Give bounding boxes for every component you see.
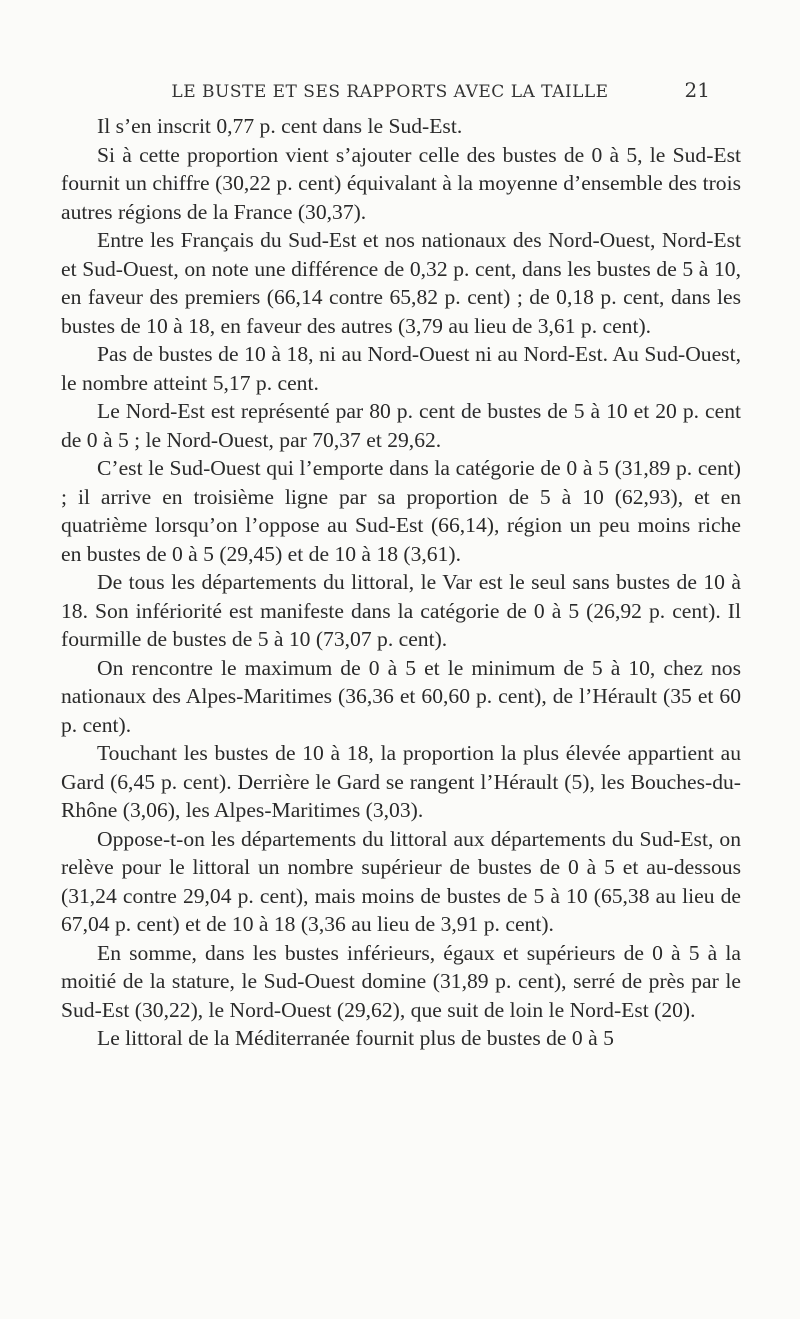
paragraph: De tous les départements du littoral, le Var est le seul sans bustes de 10 à 18. Son infériorité est manifeste dans la catégorie de 0 à 5 (26,92 p. cent). Il fourmille de bustes de 5 à 10 (73,07 p. cent). [61, 570, 741, 651]
body-text [61, 112, 741, 1053]
paragraph: Pas de bustes de 10 à 18, ni au Nord-Ouest ni au Nord-Est. Au Sud-Ouest, le nombre atteint 5,17 p. cent. [61, 342, 741, 395]
paragraph: En somme, dans les bustes inférieurs, égaux et supérieurs de 0 à 5 à la moitié de la stature, le Sud-Ouest domine (31,89 p. cent), serré de près par le Sud-Est (30,22), le Nord-Ouest (29,62), que suit de loin le Nord-Est (20). [61, 940, 741, 1022]
paragraph: Touchant les bustes de 10 à 18, la proportion la plus élevée appartient au Gard (6,45 p. cent). Derrière le Gard se rangent l’Hérault (5), les Bouches-du-Rhône (3,06), les Alpes-Maritimes (3,03). [61, 741, 741, 822]
paragraph: Si à cette proportion vient s’ajouter celle des bustes de 0 à 5, le Sud-Est fournit un chiffre (30,22 p. cent) équivalant à la moyenne d’ensemble des trois autres régions de la France (30,37). [61, 142, 741, 224]
paragraph: On rencontre le maximum de 0 à 5 et le minimum de 5 à 10, chez nos nationaux des Alpes-Maritimes (36,36 et 60,60 p. cent), de l’Hérault (35 et 60 p. cent). [61, 655, 741, 737]
paragraph: Il s’en inscrit 0,77 p. cent dans le Sud-Est. [97, 114, 463, 138]
paragraph: Entre les Français du Sud-Est et nos nationaux des Nord-Ouest, Nord-Est et Sud-Ouest, on note une différence de 0,32 p. cent, dans les bustes de 5 à 10, en faveur des premiers (66,14 contre 65,82 p. cent) ; de 0,18 p. cent, dans les bustes de 10 à 18, en faveur des autres (3,79 au lieu de 3,61 p. cent). [61, 228, 741, 338]
paragraph: Oppose-t-on les départements du littoral aux départements du Sud-Est, on relève pour le littoral un nombre supérieur de bustes de 0 à 5 et au-dessous (31,24 contre 29,04 p. cent), mais moins de bustes de 5 à 10 (65,38 au lieu de 67,04 p. cent) et de 10 à 18 (3,36 au lieu de 3,91 p. cent). [61, 826, 741, 936]
page-number: 21 [684, 78, 710, 102]
paragraph: Le littoral de la Méditerranée fournit plus de bustes de 0 à 5 [97, 1026, 614, 1050]
running-title: LE BUSTE ET SES RAPPORTS AVEC LA TAILLE [171, 82, 609, 102]
paragraph: C’est le Sud-Ouest qui l’emporte dans la catégorie de 0 à 5 (31,89 p. cent) ; il arrive en troisième ligne par sa proportion de 5 à 10 (62,93), et en quatrième lorsqu’on l’oppose au Sud-Est (66,14), région un peu moins riche en bustes de 0 à 5 (29,45) et de 10 à 18 (3,61). [61, 456, 741, 566]
paragraph: Le Nord-Est est représenté par 80 p. cent de bustes de 5 à 10 et 20 p. cent de 0 à 5 ; le Nord-Ouest, par 70,37 et 29,62. [61, 399, 741, 452]
running-header [110, 78, 710, 112]
